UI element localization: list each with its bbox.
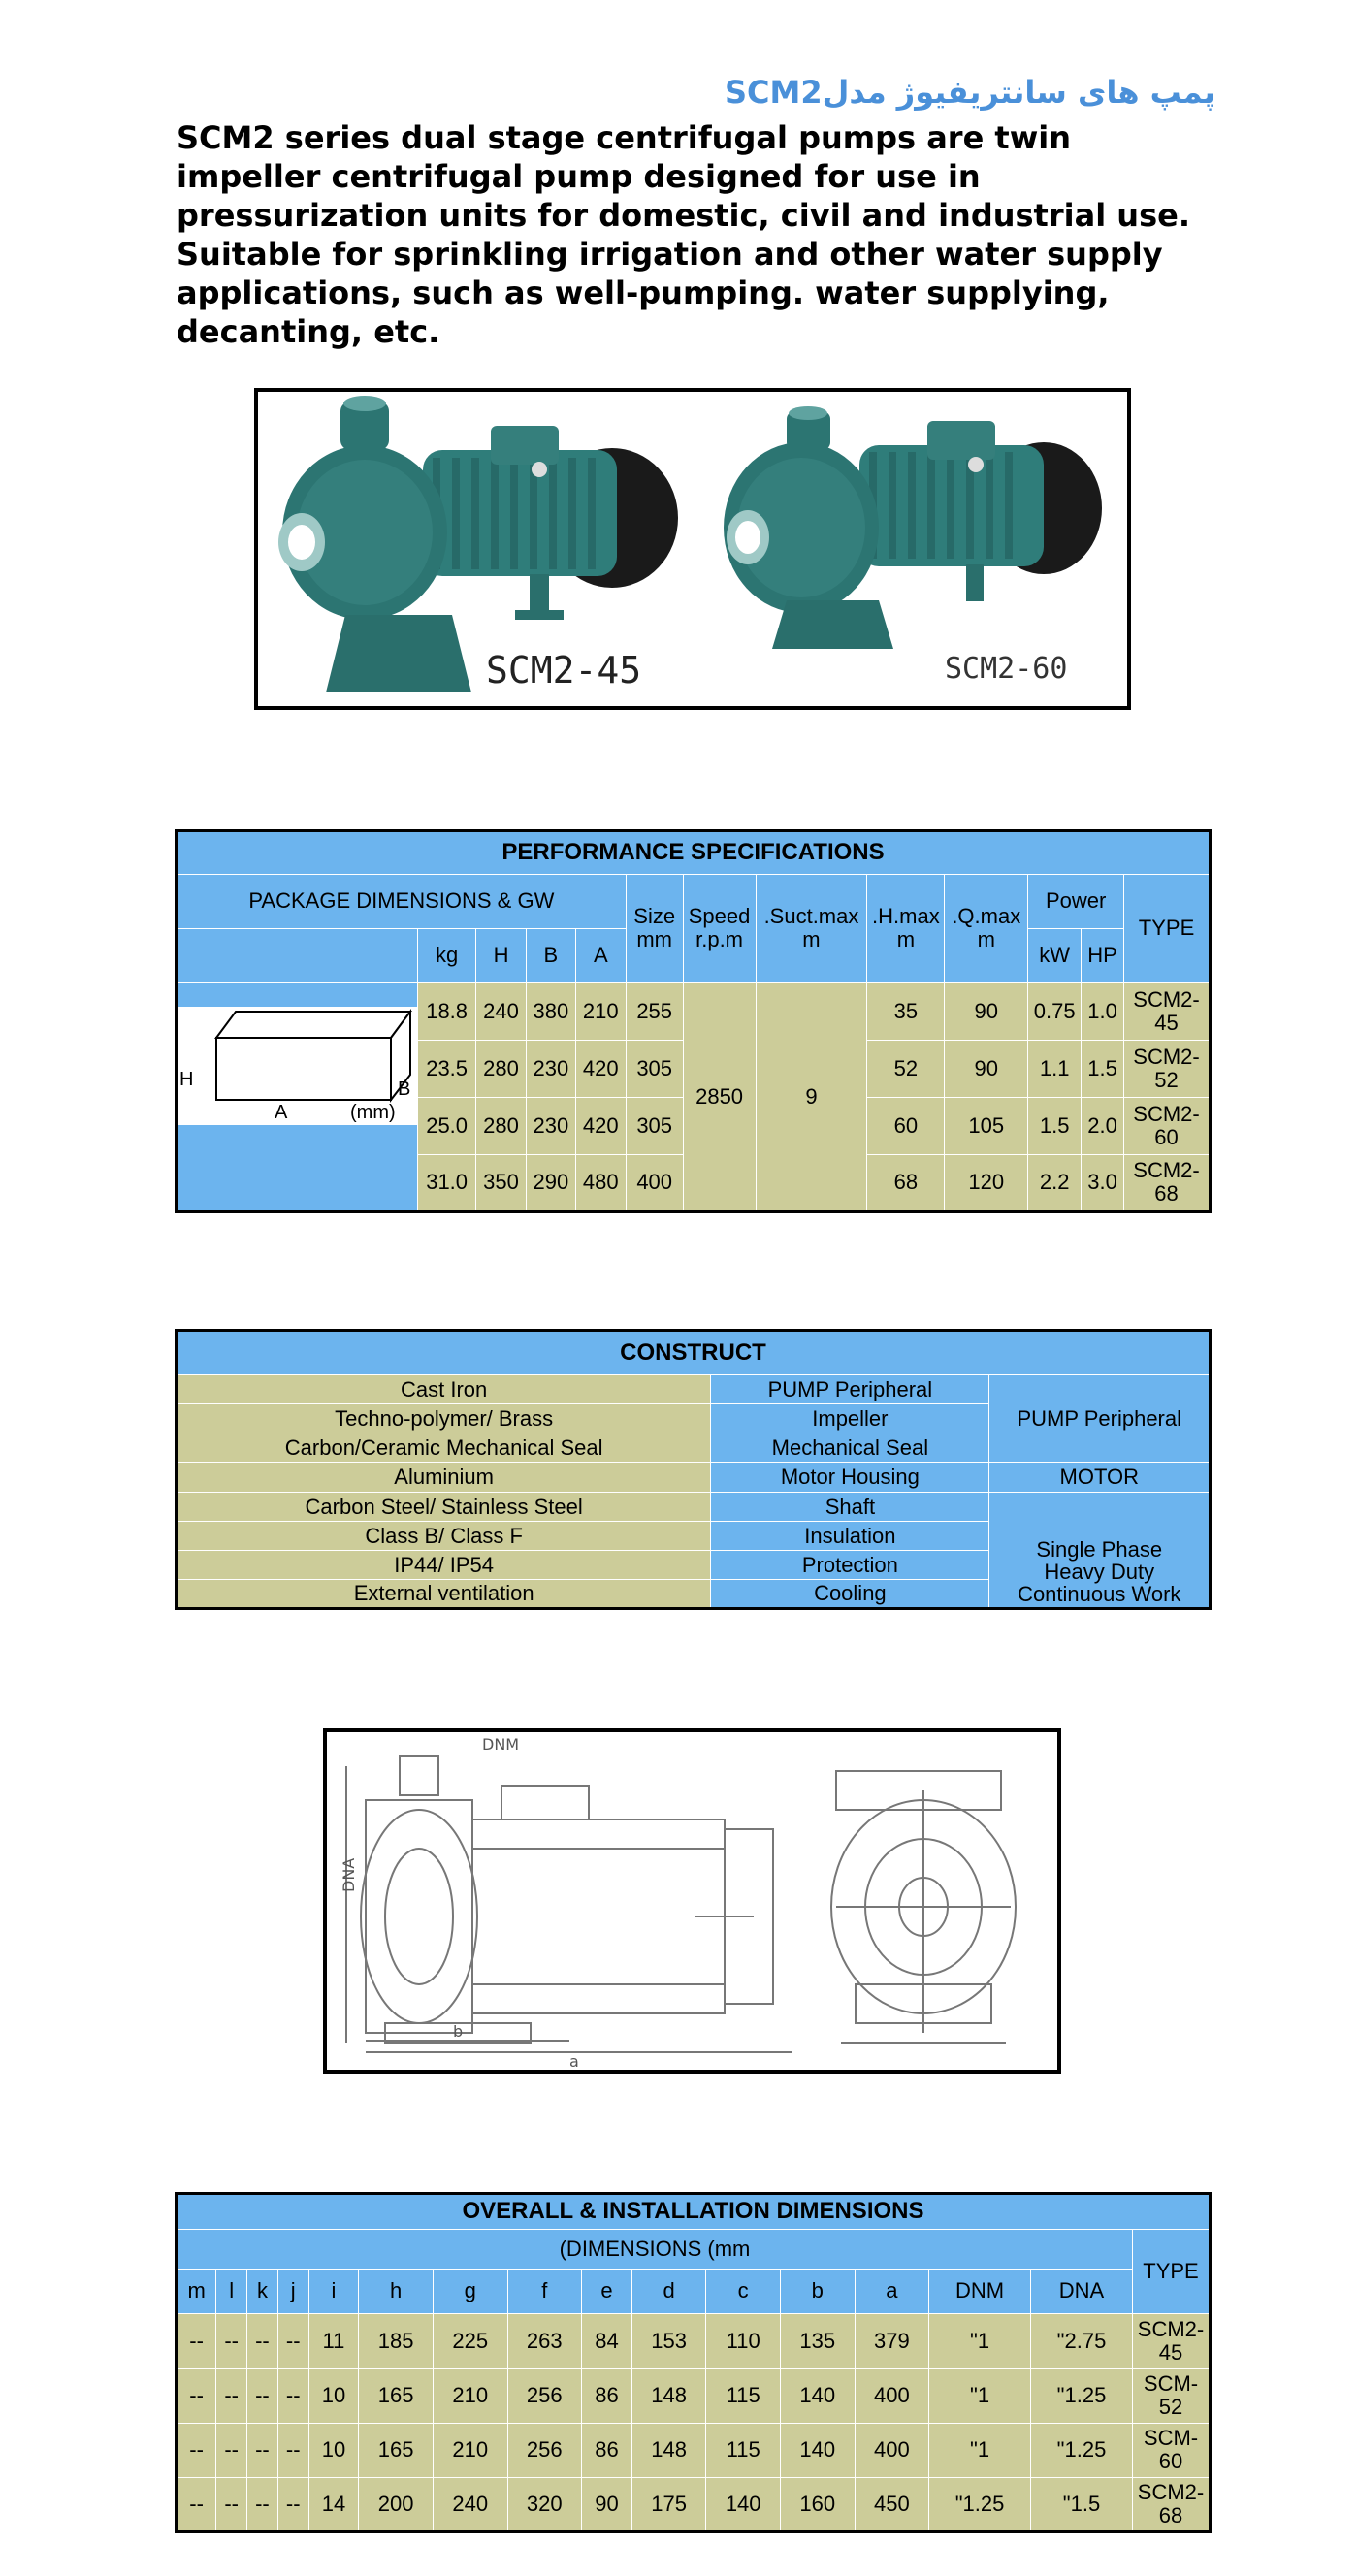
technical-drawing — [323, 1728, 1061, 2074]
col-box — [177, 928, 418, 982]
dims-cell: 185 — [359, 2314, 434, 2368]
dims-cell: 110 — [706, 2314, 781, 2368]
dims-cell: "1.25 — [929, 2477, 1031, 2531]
dims-cell: 148 — [631, 2368, 706, 2423]
dims-cell: 165 — [359, 2423, 434, 2477]
col-h: H — [476, 928, 527, 982]
dims-cell: 140 — [780, 2423, 855, 2477]
construct-table — [175, 1329, 1212, 1610]
dims-cell: -- — [247, 2477, 278, 2531]
dims-cell: -- — [277, 2477, 308, 2531]
drawing-label-b: b — [453, 2022, 464, 2041]
row4-type: SCM2-68 — [1124, 1154, 1211, 1211]
row4-a: 480 — [575, 1154, 626, 1211]
row1-type: SCM2-45 — [1124, 982, 1211, 1040]
construct-part-4: Motor Housing — [711, 1463, 989, 1492]
dims-cell: -- — [216, 2477, 247, 2531]
col-speed: Speed r.p.m — [683, 874, 756, 982]
row1-kg: 18.8 — [418, 982, 476, 1040]
dims-col-0: m — [177, 2269, 216, 2314]
dims-cell: 148 — [631, 2423, 706, 2477]
construct-material-1: Cast Iron — [177, 1375, 711, 1404]
dims-col-3: j — [277, 2269, 308, 2314]
dims-cell: 225 — [433, 2314, 507, 2368]
dims-cell: 86 — [582, 2423, 632, 2477]
dims-col-13: DNM — [929, 2269, 1031, 2314]
dims-cell: 210 — [433, 2368, 507, 2423]
col-power: Power — [1028, 874, 1124, 928]
col-hmax: .H.max m — [867, 874, 945, 982]
dims-cell: 140 — [706, 2477, 781, 2531]
dims-cell: "1.5 — [1030, 2477, 1132, 2531]
dims-cell: 14 — [308, 2477, 359, 2531]
motor-desc-2: Heavy Duty — [1044, 1559, 1155, 1584]
dimensions-type-header: TYPE — [1133, 2229, 1211, 2314]
pump-label-left: SCM2-45 — [486, 649, 642, 692]
dims-cell: 84 — [582, 2314, 632, 2368]
dims-col-10: c — [706, 2269, 781, 2314]
dims-cell: 210 — [433, 2423, 507, 2477]
row2-type: SCM2-52 — [1124, 1040, 1211, 1097]
row3-a: 420 — [575, 1097, 626, 1154]
dims-cell: "1.25 — [1030, 2423, 1132, 2477]
package-dimensions-header: PACKAGE DIMENSIONS & GW — [177, 874, 627, 928]
dims-cell: "1 — [929, 2368, 1031, 2423]
dims-cell: 400 — [855, 2423, 929, 2477]
dims-cell: 90 — [582, 2477, 632, 2531]
dims-cell: 165 — [359, 2368, 434, 2423]
dims-cell: -- — [216, 2368, 247, 2423]
row2-hp: 1.5 — [1082, 1040, 1124, 1097]
construct-motor-desc — [989, 1492, 1211, 1608]
construct-part-3: Mechanical Seal — [711, 1433, 989, 1463]
dims-cell: 400 — [855, 2368, 929, 2423]
row1-hp: 1.0 — [1082, 982, 1124, 1040]
dims-cell: -- — [216, 2314, 247, 2368]
construct-material-4: Aluminium — [177, 1463, 711, 1492]
box-label-h: H — [179, 1068, 194, 1090]
dims-cell: 86 — [582, 2368, 632, 2423]
row3-qmax: 105 — [945, 1097, 1028, 1154]
dims-cell: "1 — [929, 2314, 1031, 2368]
col-qmax: .Q.max m — [945, 874, 1028, 982]
construct-material-6: Class B/ Class F — [177, 1521, 711, 1550]
row2-qmax: 90 — [945, 1040, 1028, 1097]
dims-cell: -- — [247, 2423, 278, 2477]
motor-desc-1: Single Phase — [1036, 1536, 1163, 1562]
row1-size: 255 — [626, 982, 683, 1040]
dims-cell: -- — [277, 2368, 308, 2423]
construct-part-1: PUMP Peripheral — [711, 1375, 989, 1404]
construct-material-8: External ventilation — [177, 1579, 711, 1608]
row4-hmax: 68 — [867, 1154, 945, 1211]
dims-cell: 256 — [507, 2368, 582, 2423]
package-box-cell — [177, 982, 418, 1211]
pump-label-right: SCM2-60 — [945, 652, 1068, 686]
pump-drawing — [327, 1732, 1057, 2070]
row2-b: 230 — [526, 1040, 575, 1097]
row3-h: 280 — [476, 1097, 527, 1154]
construct-group-motor: MOTOR — [989, 1463, 1211, 1492]
col-kw: kW — [1028, 928, 1082, 982]
box-label-unit: (mm) — [350, 1101, 396, 1123]
pump-illustration — [258, 392, 1127, 706]
dims-col-6: g — [433, 2269, 507, 2314]
dims-cell: 240 — [433, 2477, 507, 2531]
row4-size: 400 — [626, 1154, 683, 1211]
dims-type: SCM2-68 — [1133, 2477, 1211, 2531]
row4-b: 290 — [526, 1154, 575, 1211]
dims-cell: 11 — [308, 2314, 359, 2368]
pump-photo — [254, 388, 1131, 710]
dims-cell: -- — [177, 2477, 216, 2531]
col-b: B — [526, 928, 575, 982]
dims-cell: -- — [177, 2368, 216, 2423]
dims-cell: -- — [247, 2368, 278, 2423]
dims-cell: -- — [216, 2423, 247, 2477]
drawing-label-a: a — [569, 2052, 579, 2070]
dimensions-title: OVERALL & INSTALLATION DIMENSIONS — [177, 2194, 1211, 2230]
row1-b: 380 — [526, 982, 575, 1040]
row3-kg: 25.0 — [418, 1097, 476, 1154]
construct-part-5: Shaft — [711, 1492, 989, 1521]
construct-part-8: Cooling — [711, 1579, 989, 1608]
row4-kw: 2.2 — [1028, 1154, 1082, 1211]
performance-table — [175, 829, 1212, 1213]
pump-scm2-60-image — [724, 406, 1102, 649]
col-suct: .Suct.max m — [756, 874, 867, 982]
col-size: Size mm — [626, 874, 683, 982]
dims-type: SCM2-45 — [1133, 2314, 1211, 2368]
dims-cell: 135 — [780, 2314, 855, 2368]
row4-h: 350 — [476, 1154, 527, 1211]
row2-a: 420 — [575, 1040, 626, 1097]
row3-type: SCM2-60 — [1124, 1097, 1211, 1154]
row4-qmax: 120 — [945, 1154, 1028, 1211]
dims-cell: 450 — [855, 2477, 929, 2531]
dims-cell: 175 — [631, 2477, 706, 2531]
dims-cell: 379 — [855, 2314, 929, 2368]
dims-col-8: e — [582, 2269, 632, 2314]
dims-cell: 153 — [631, 2314, 706, 2368]
col-kg: kg — [418, 928, 476, 982]
construct-group-pump: PUMP Peripheral — [989, 1375, 1211, 1463]
drawing-label-dna: DNA — [340, 1857, 358, 1892]
motor-desc-3: Continuous Work — [1018, 1581, 1181, 1606]
construct-part-2: Impeller — [711, 1404, 989, 1433]
dims-col-5: h — [359, 2269, 434, 2314]
dims-cell: 256 — [507, 2423, 582, 2477]
row2-size: 305 — [626, 1040, 683, 1097]
dims-cell: 320 — [507, 2477, 582, 2531]
dims-col-1: l — [216, 2269, 247, 2314]
speed-value: 2850 — [683, 982, 756, 1211]
dims-col-9: d — [631, 2269, 706, 2314]
row2-kg: 23.5 — [418, 1040, 476, 1097]
row3-hp: 2.0 — [1082, 1097, 1124, 1154]
construct-part-7: Protection — [711, 1550, 989, 1579]
col-a: A — [575, 928, 626, 982]
dims-cell: 140 — [780, 2368, 855, 2423]
suct-value: 9 — [756, 982, 867, 1211]
dims-cell: 115 — [706, 2368, 781, 2423]
dims-type: SCM-60 — [1133, 2423, 1211, 2477]
dims-cell: 263 — [507, 2314, 582, 2368]
intro-paragraph: SCM2 series dual stage centrifugal pumps are twin impeller centrifugal pump designed for use in pressurization units for domestic, civil and industrial use. Suitable for sprinkling irrigation and other water supply applications, such as well-pumping. water supplying, decanting, etc. — [177, 119, 1190, 350]
row1-hmax: 35 — [867, 982, 945, 1040]
row3-kw: 1.5 — [1028, 1097, 1082, 1154]
dims-cell: -- — [177, 2423, 216, 2477]
row2-kw: 1.1 — [1028, 1040, 1082, 1097]
drawing-label-dnm: DNM — [482, 1735, 520, 1754]
dimensions-table — [175, 2192, 1212, 2533]
dims-cell: 115 — [706, 2423, 781, 2477]
construct-material-3: Carbon/Ceramic Mechanical Seal — [177, 1433, 711, 1463]
construct-material-5: Carbon Steel/ Stainless Steel — [177, 1492, 711, 1521]
dimensions-subtitle: (DIMENSIONS (mm — [177, 2229, 1133, 2269]
dims-cell: -- — [247, 2314, 278, 2368]
row4-hp: 3.0 — [1082, 1154, 1124, 1211]
box-label-a: A — [275, 1101, 288, 1123]
dims-col-14: DNA — [1030, 2269, 1132, 2314]
row1-kw: 0.75 — [1028, 982, 1082, 1040]
dims-cell: 10 — [308, 2423, 359, 2477]
row2-hmax: 52 — [867, 1040, 945, 1097]
row4-kg: 31.0 — [418, 1154, 476, 1211]
box-label-b: B — [398, 1078, 411, 1100]
dims-cell: -- — [277, 2314, 308, 2368]
dims-col-12: a — [855, 2269, 929, 2314]
package-box-diagram — [178, 1007, 417, 1125]
dims-cell: "1.25 — [1030, 2368, 1132, 2423]
construct-part-6: Insulation — [711, 1521, 989, 1550]
dims-cell: 160 — [780, 2477, 855, 2531]
dims-col-11: b — [780, 2269, 855, 2314]
row1-a: 210 — [575, 982, 626, 1040]
dims-col-2: k — [247, 2269, 278, 2314]
row3-size: 305 — [626, 1097, 683, 1154]
performance-title: PERFORMANCE SPECIFICATIONS — [177, 831, 1211, 875]
col-hp: HP — [1082, 928, 1124, 982]
row3-hmax: 60 — [867, 1097, 945, 1154]
dims-col-7: f — [507, 2269, 582, 2314]
row2-h: 280 — [476, 1040, 527, 1097]
dims-cell: -- — [277, 2423, 308, 2477]
construct-material-7: IP44/ IP54 — [177, 1550, 711, 1579]
col-type: TYPE — [1124, 874, 1211, 982]
dims-cell: 200 — [359, 2477, 434, 2531]
construct-material-2: Techno-polymer/ Brass — [177, 1404, 711, 1433]
dims-cell: "1 — [929, 2423, 1031, 2477]
dims-cell: -- — [177, 2314, 216, 2368]
row1-h: 240 — [476, 982, 527, 1040]
construct-title: CONSTRUCT — [177, 1331, 1211, 1375]
row3-b: 230 — [526, 1097, 575, 1154]
dims-col-4: i — [308, 2269, 359, 2314]
row1-qmax: 90 — [945, 982, 1028, 1040]
dims-cell: 10 — [308, 2368, 359, 2423]
dims-cell: "2.75 — [1030, 2314, 1132, 2368]
page-title: پمپ های سانتریفیوژ مدلSCM2 — [724, 74, 1215, 111]
dims-type: SCM-52 — [1133, 2368, 1211, 2423]
